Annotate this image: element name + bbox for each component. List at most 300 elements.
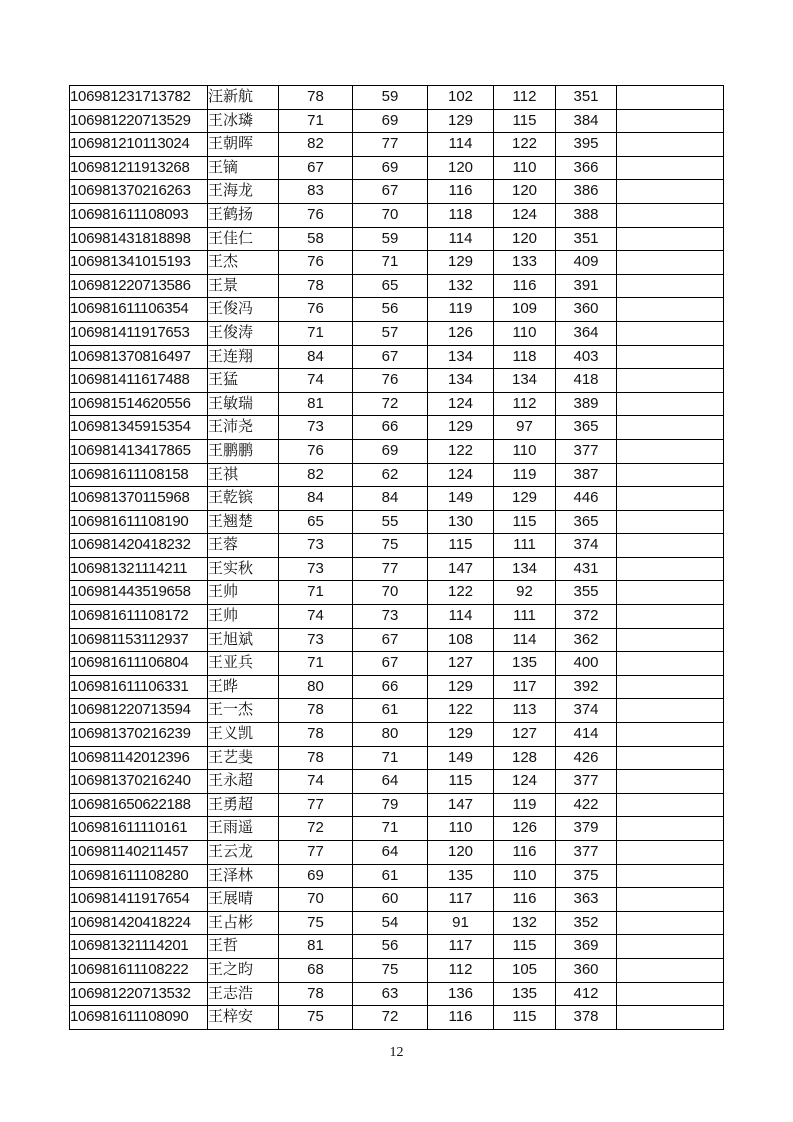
score-3-cell: 115 <box>428 534 494 558</box>
table-row <box>70 581 724 605</box>
candidate-name-cell: 王泽林 <box>208 864 279 888</box>
score-2-cell: 67 <box>353 345 428 369</box>
score-2-cell: 76 <box>353 369 428 393</box>
total-score-cell: 374 <box>556 534 617 558</box>
score-3-cell: 147 <box>428 793 494 817</box>
candidate-id-cell: 106981411917654 <box>70 888 208 912</box>
blank-cell <box>617 487 724 511</box>
score-3-cell: 132 <box>428 274 494 298</box>
score-3-cell: 119 <box>428 298 494 322</box>
score-3-cell: 115 <box>428 770 494 794</box>
total-score-cell: 426 <box>556 746 617 770</box>
candidate-id-cell: 106981370816497 <box>70 345 208 369</box>
candidate-id-cell: 106981431818898 <box>70 227 208 251</box>
blank-cell <box>617 510 724 534</box>
total-score-cell: 377 <box>556 770 617 794</box>
blank-cell <box>617 793 724 817</box>
blank-cell <box>617 321 724 345</box>
candidate-name-cell: 王佳仁 <box>208 227 279 251</box>
score-3-cell: 120 <box>428 156 494 180</box>
candidate-name-cell: 王鹏鹏 <box>208 439 279 463</box>
candidate-name-cell: 王帅 <box>208 605 279 629</box>
score-2-cell: 84 <box>353 487 428 511</box>
score-2-cell: 71 <box>353 746 428 770</box>
score-4-cell: 112 <box>494 86 556 110</box>
table-row <box>70 675 724 699</box>
score-1-cell: 78 <box>279 982 353 1006</box>
table-row <box>70 911 724 935</box>
candidate-name-cell: 王鹤扬 <box>208 203 279 227</box>
table-row <box>70 534 724 558</box>
candidate-id-cell: 106981370216263 <box>70 180 208 204</box>
score-1-cell: 75 <box>279 1006 353 1030</box>
table-row <box>70 109 724 133</box>
score-1-cell: 76 <box>279 251 353 275</box>
score-1-cell: 77 <box>279 841 353 865</box>
score-4-cell: 115 <box>494 1006 556 1030</box>
table-row <box>70 180 724 204</box>
score-2-cell: 54 <box>353 911 428 935</box>
score-table-body <box>70 86 724 1030</box>
score-2-cell: 61 <box>353 864 428 888</box>
candidate-id-cell: 106981443519658 <box>70 581 208 605</box>
total-score-cell: 418 <box>556 369 617 393</box>
blank-cell <box>617 817 724 841</box>
candidate-name-cell: 王实秋 <box>208 557 279 581</box>
blank-cell <box>617 935 724 959</box>
blank-cell <box>617 463 724 487</box>
score-1-cell: 75 <box>279 911 353 935</box>
score-4-cell: 129 <box>494 487 556 511</box>
candidate-name-cell: 王晔 <box>208 675 279 699</box>
blank-cell <box>617 557 724 581</box>
table-row <box>70 817 724 841</box>
candidate-id-cell: 106981611106331 <box>70 675 208 699</box>
score-3-cell: 102 <box>428 86 494 110</box>
candidate-id-cell: 106981341015193 <box>70 251 208 275</box>
score-3-cell: 130 <box>428 510 494 534</box>
score-2-cell: 63 <box>353 982 428 1006</box>
score-1-cell: 77 <box>279 793 353 817</box>
total-score-cell: 414 <box>556 723 617 747</box>
score-1-cell: 71 <box>279 581 353 605</box>
total-score-cell: 374 <box>556 699 617 723</box>
candidate-id-cell: 106981321114211 <box>70 557 208 581</box>
score-2-cell: 55 <box>353 510 428 534</box>
score-3-cell: 127 <box>428 652 494 676</box>
total-score-cell: 377 <box>556 439 617 463</box>
blank-cell <box>617 345 724 369</box>
score-2-cell: 77 <box>353 557 428 581</box>
blank-cell <box>617 203 724 227</box>
score-1-cell: 78 <box>279 746 353 770</box>
score-4-cell: 132 <box>494 911 556 935</box>
score-2-cell: 61 <box>353 699 428 723</box>
candidate-name-cell: 王乾镔 <box>208 487 279 511</box>
blank-cell <box>617 675 724 699</box>
candidate-id-cell: 106981153112937 <box>70 628 208 652</box>
score-1-cell: 80 <box>279 675 353 699</box>
score-2-cell: 77 <box>353 133 428 157</box>
score-2-cell: 66 <box>353 675 428 699</box>
table-row <box>70 723 724 747</box>
score-4-cell: 116 <box>494 274 556 298</box>
score-1-cell: 67 <box>279 156 353 180</box>
blank-cell <box>617 864 724 888</box>
candidate-id-cell: 106981611108172 <box>70 605 208 629</box>
score-2-cell: 70 <box>353 203 428 227</box>
candidate-id-cell: 106981321114201 <box>70 935 208 959</box>
candidate-name-cell: 王一杰 <box>208 699 279 723</box>
score-1-cell: 71 <box>279 321 353 345</box>
score-4-cell: 116 <box>494 841 556 865</box>
candidate-id-cell: 106981650622188 <box>70 793 208 817</box>
score-3-cell: 116 <box>428 1006 494 1030</box>
blank-cell <box>617 416 724 440</box>
score-3-cell: 124 <box>428 392 494 416</box>
blank-cell <box>617 298 724 322</box>
candidate-id-cell: 106981611110161 <box>70 817 208 841</box>
score-3-cell: 112 <box>428 958 494 982</box>
candidate-id-cell: 106981611106804 <box>70 652 208 676</box>
table-row <box>70 510 724 534</box>
candidate-id-cell: 106981420418232 <box>70 534 208 558</box>
candidate-id-cell: 106981413417865 <box>70 439 208 463</box>
total-score-cell: 412 <box>556 982 617 1006</box>
score-3-cell: 129 <box>428 675 494 699</box>
score-2-cell: 59 <box>353 86 428 110</box>
score-3-cell: 122 <box>428 439 494 463</box>
blank-cell <box>617 958 724 982</box>
candidate-id-cell: 106981370115968 <box>70 487 208 511</box>
total-score-cell: 409 <box>556 251 617 275</box>
score-4-cell: 135 <box>494 982 556 1006</box>
blank-cell <box>617 982 724 1006</box>
score-4-cell: 112 <box>494 392 556 416</box>
score-4-cell: 113 <box>494 699 556 723</box>
score-1-cell: 70 <box>279 888 353 912</box>
total-score-cell: 384 <box>556 109 617 133</box>
blank-cell <box>617 369 724 393</box>
candidate-name-cell: 王连翔 <box>208 345 279 369</box>
candidate-id-cell: 106981220713529 <box>70 109 208 133</box>
candidate-id-cell: 106981611108093 <box>70 203 208 227</box>
table-row <box>70 958 724 982</box>
table-row <box>70 392 724 416</box>
score-3-cell: 122 <box>428 699 494 723</box>
candidate-id-cell: 106981411617488 <box>70 369 208 393</box>
blank-cell <box>617 156 724 180</box>
candidate-id-cell: 106981345915354 <box>70 416 208 440</box>
candidate-name-cell: 王景 <box>208 274 279 298</box>
candidate-id-cell: 106981220713532 <box>70 982 208 1006</box>
blank-cell <box>617 841 724 865</box>
score-2-cell: 69 <box>353 439 428 463</box>
blank-cell <box>617 86 724 110</box>
total-score-cell: 351 <box>556 227 617 251</box>
score-3-cell: 134 <box>428 369 494 393</box>
total-score-cell: 379 <box>556 817 617 841</box>
candidate-name-cell: 汪新航 <box>208 86 279 110</box>
total-score-cell: 366 <box>556 156 617 180</box>
score-4-cell: 119 <box>494 793 556 817</box>
blank-cell <box>617 439 724 463</box>
candidate-name-cell: 王旭斌 <box>208 628 279 652</box>
total-score-cell: 352 <box>556 911 617 935</box>
candidate-name-cell: 王冰璘 <box>208 109 279 133</box>
score-1-cell: 72 <box>279 817 353 841</box>
candidate-name-cell: 王志浩 <box>208 982 279 1006</box>
score-1-cell: 81 <box>279 392 353 416</box>
table-row <box>70 345 724 369</box>
score-1-cell: 78 <box>279 274 353 298</box>
total-score-cell: 372 <box>556 605 617 629</box>
score-1-cell: 58 <box>279 227 353 251</box>
score-4-cell: 115 <box>494 109 556 133</box>
score-3-cell: 118 <box>428 203 494 227</box>
total-score-cell: 395 <box>556 133 617 157</box>
score-1-cell: 84 <box>279 345 353 369</box>
total-score-cell: 403 <box>556 345 617 369</box>
blank-cell <box>617 534 724 558</box>
blank-cell <box>617 274 724 298</box>
candidate-name-cell: 王永超 <box>208 770 279 794</box>
score-4-cell: 119 <box>494 463 556 487</box>
total-score-cell: 392 <box>556 675 617 699</box>
candidate-id-cell: 106981411917653 <box>70 321 208 345</box>
blank-cell <box>617 888 724 912</box>
table-row <box>70 864 724 888</box>
candidate-id-cell: 106981420418224 <box>70 911 208 935</box>
score-4-cell: 110 <box>494 156 556 180</box>
score-4-cell: 109 <box>494 298 556 322</box>
score-3-cell: 129 <box>428 723 494 747</box>
score-1-cell: 82 <box>279 133 353 157</box>
score-4-cell: 135 <box>494 652 556 676</box>
table-row <box>70 203 724 227</box>
table-row <box>70 605 724 629</box>
score-2-cell: 75 <box>353 958 428 982</box>
score-1-cell: 83 <box>279 180 353 204</box>
score-2-cell: 56 <box>353 298 428 322</box>
total-score-cell: 351 <box>556 86 617 110</box>
page-number: 12 <box>389 1045 404 1060</box>
score-4-cell: 105 <box>494 958 556 982</box>
score-1-cell: 78 <box>279 699 353 723</box>
total-score-cell: 446 <box>556 487 617 511</box>
total-score-cell: 378 <box>556 1006 617 1030</box>
candidate-id-cell: 106981220713586 <box>70 274 208 298</box>
candidate-name-cell: 王亚兵 <box>208 652 279 676</box>
total-score-cell: 360 <box>556 298 617 322</box>
total-score-cell: 377 <box>556 841 617 865</box>
table-row <box>70 888 724 912</box>
blank-cell <box>617 581 724 605</box>
score-2-cell: 66 <box>353 416 428 440</box>
score-3-cell: 134 <box>428 345 494 369</box>
score-3-cell: 129 <box>428 416 494 440</box>
candidate-id-cell: 106981514620556 <box>70 392 208 416</box>
candidate-name-cell: 王翘楚 <box>208 510 279 534</box>
candidate-name-cell: 王帅 <box>208 581 279 605</box>
candidate-name-cell: 王哲 <box>208 935 279 959</box>
candidate-name-cell: 王俊冯 <box>208 298 279 322</box>
table-row <box>70 439 724 463</box>
score-4-cell: 134 <box>494 557 556 581</box>
total-score-cell: 388 <box>556 203 617 227</box>
candidate-name-cell: 王云龙 <box>208 841 279 865</box>
score-4-cell: 124 <box>494 203 556 227</box>
score-2-cell: 67 <box>353 628 428 652</box>
score-1-cell: 76 <box>279 203 353 227</box>
score-4-cell: 115 <box>494 510 556 534</box>
candidate-id-cell: 106981611108158 <box>70 463 208 487</box>
score-2-cell: 80 <box>353 723 428 747</box>
score-2-cell: 70 <box>353 581 428 605</box>
score-1-cell: 73 <box>279 534 353 558</box>
candidate-id-cell: 106981370216239 <box>70 723 208 747</box>
score-4-cell: 122 <box>494 133 556 157</box>
candidate-name-cell: 王杰 <box>208 251 279 275</box>
score-1-cell: 71 <box>279 109 353 133</box>
score-1-cell: 73 <box>279 628 353 652</box>
table-row <box>70 298 724 322</box>
blank-cell <box>617 227 724 251</box>
score-4-cell: 115 <box>494 935 556 959</box>
score-4-cell: 110 <box>494 321 556 345</box>
score-2-cell: 64 <box>353 770 428 794</box>
table-row <box>70 227 724 251</box>
table-row <box>70 487 724 511</box>
score-1-cell: 74 <box>279 369 353 393</box>
candidate-id-cell: 106981210113024 <box>70 133 208 157</box>
score-1-cell: 76 <box>279 298 353 322</box>
candidate-name-cell: 王海龙 <box>208 180 279 204</box>
score-2-cell: 62 <box>353 463 428 487</box>
candidate-id-cell: 106981611108190 <box>70 510 208 534</box>
candidate-id-cell: 106981231713782 <box>70 86 208 110</box>
blank-cell <box>617 746 724 770</box>
score-3-cell: 149 <box>428 487 494 511</box>
score-2-cell: 75 <box>353 534 428 558</box>
score-3-cell: 114 <box>428 133 494 157</box>
score-2-cell: 67 <box>353 180 428 204</box>
candidate-name-cell: 王镝 <box>208 156 279 180</box>
score-4-cell: 133 <box>494 251 556 275</box>
score-1-cell: 78 <box>279 723 353 747</box>
total-score-cell: 362 <box>556 628 617 652</box>
candidate-name-cell: 王义凯 <box>208 723 279 747</box>
candidate-id-cell: 106981370216240 <box>70 770 208 794</box>
score-4-cell: 120 <box>494 180 556 204</box>
table-row <box>70 935 724 959</box>
candidate-name-cell: 王雨遥 <box>208 817 279 841</box>
candidate-name-cell: 王展晴 <box>208 888 279 912</box>
score-4-cell: 134 <box>494 369 556 393</box>
blank-cell <box>617 1006 724 1030</box>
score-4-cell: 110 <box>494 439 556 463</box>
total-score-cell: 360 <box>556 958 617 982</box>
table-row <box>70 463 724 487</box>
score-2-cell: 69 <box>353 109 428 133</box>
score-3-cell: 129 <box>428 109 494 133</box>
score-3-cell: 147 <box>428 557 494 581</box>
table-row <box>70 746 724 770</box>
score-1-cell: 69 <box>279 864 353 888</box>
candidate-name-cell: 王占彬 <box>208 911 279 935</box>
score-3-cell: 149 <box>428 746 494 770</box>
score-3-cell: 114 <box>428 227 494 251</box>
candidate-name-cell: 王俊涛 <box>208 321 279 345</box>
score-1-cell: 76 <box>279 439 353 463</box>
table-row <box>70 133 724 157</box>
score-table <box>69 85 724 1030</box>
total-score-cell: 365 <box>556 510 617 534</box>
candidate-name-cell: 王之昀 <box>208 958 279 982</box>
score-4-cell: 114 <box>494 628 556 652</box>
total-score-cell: 365 <box>556 416 617 440</box>
score-3-cell: 110 <box>428 817 494 841</box>
table-row <box>70 86 724 110</box>
candidate-id-cell: 106981611108222 <box>70 958 208 982</box>
blank-cell <box>617 180 724 204</box>
table-row <box>70 982 724 1006</box>
table-row <box>70 321 724 345</box>
blank-cell <box>617 723 724 747</box>
score-3-cell: 116 <box>428 180 494 204</box>
table-row <box>70 369 724 393</box>
total-score-cell: 375 <box>556 864 617 888</box>
score-1-cell: 68 <box>279 958 353 982</box>
candidate-name-cell: 王艺斐 <box>208 746 279 770</box>
score-2-cell: 59 <box>353 227 428 251</box>
total-score-cell: 387 <box>556 463 617 487</box>
total-score-cell: 391 <box>556 274 617 298</box>
total-score-cell: 355 <box>556 581 617 605</box>
score-2-cell: 60 <box>353 888 428 912</box>
table-row <box>70 156 724 180</box>
candidate-id-cell: 106981220713594 <box>70 699 208 723</box>
blank-cell <box>617 652 724 676</box>
score-3-cell: 126 <box>428 321 494 345</box>
score-1-cell: 81 <box>279 935 353 959</box>
score-4-cell: 110 <box>494 864 556 888</box>
table-row <box>70 1006 724 1030</box>
candidate-name-cell: 王祺 <box>208 463 279 487</box>
blank-cell <box>617 251 724 275</box>
table-row <box>70 770 724 794</box>
score-3-cell: 114 <box>428 605 494 629</box>
score-2-cell: 79 <box>353 793 428 817</box>
score-1-cell: 78 <box>279 86 353 110</box>
candidate-id-cell: 106981140211457 <box>70 841 208 865</box>
table-row <box>70 416 724 440</box>
score-4-cell: 116 <box>494 888 556 912</box>
table-row <box>70 274 724 298</box>
score-3-cell: 117 <box>428 888 494 912</box>
blank-cell <box>617 133 724 157</box>
candidate-name-cell: 王勇超 <box>208 793 279 817</box>
score-4-cell: 111 <box>494 534 556 558</box>
score-3-cell: 124 <box>428 463 494 487</box>
table-row <box>70 557 724 581</box>
blank-cell <box>617 628 724 652</box>
score-2-cell: 72 <box>353 1006 428 1030</box>
score-2-cell: 67 <box>353 652 428 676</box>
total-score-cell: 369 <box>556 935 617 959</box>
score-3-cell: 120 <box>428 841 494 865</box>
score-3-cell: 129 <box>428 251 494 275</box>
